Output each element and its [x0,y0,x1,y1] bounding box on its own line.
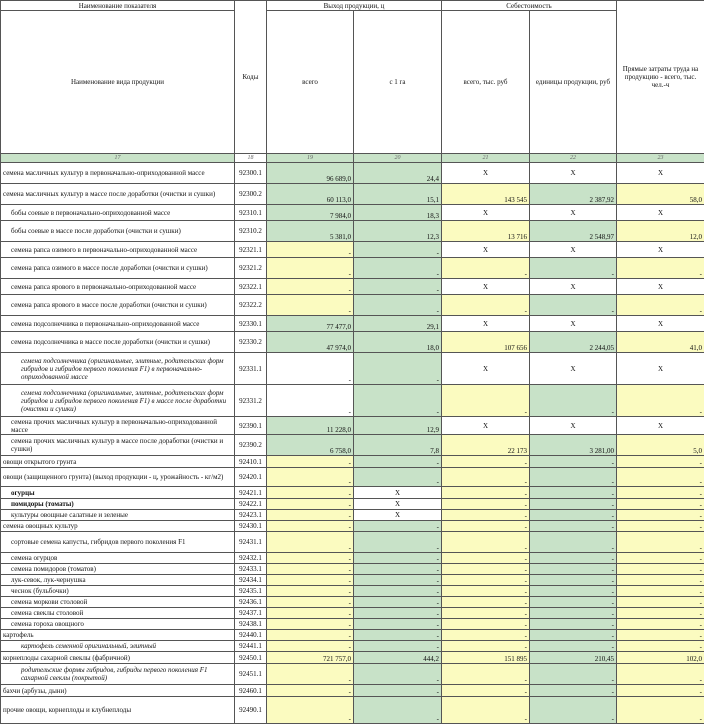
data-cell[interactable]: - [267,641,354,652]
data-cell[interactable]: 2 244,05 [530,332,617,353]
data-cell[interactable]: - [354,279,442,295]
data-cell[interactable]: - [354,641,442,652]
table-row [1,619,704,630]
data-cell[interactable]: 24,4 [354,163,442,184]
data-cell[interactable]: - [267,575,354,586]
data-cell[interactable]: - [617,295,704,316]
data-cell[interactable]: - [530,641,617,652]
col-number: 23 [617,154,704,163]
data-cell[interactable]: - [442,685,530,697]
row-code: 92438.1 [235,619,267,630]
table-row [1,456,704,468]
data-cell[interactable]: - [267,586,354,597]
data-cell[interactable]: - [267,619,354,630]
table-row [1,316,704,332]
data-cell[interactable]: - [267,295,354,316]
data-cell[interactable]: - [267,510,354,521]
data-cell[interactable]: - [530,575,617,586]
header-total: всего [267,11,354,154]
row-code: 92322.1 [235,279,267,295]
data-cell[interactable]: 102,0 [617,652,704,664]
row-name: сортовые семена капусты, гибридов первого поколения F1 [1,532,235,553]
data-cell[interactable]: X [617,417,704,435]
row-code: 92451.1 [235,664,267,685]
data-cell[interactable]: - [267,697,354,724]
data-cell[interactable]: - [354,664,442,685]
data-cell[interactable]: X [617,353,704,385]
data-cell[interactable]: 143 545 [442,184,530,205]
row-name: семена рапса ярового в первоначально-оприходованной массе [1,279,235,295]
row-name: семена рапса озимого в массе после доработки (очистки и сушки) [1,258,235,279]
data-cell[interactable]: - [354,685,442,697]
row-code: 92331.2 [235,385,267,417]
row-name: помидоры (томаты) [1,499,235,510]
row-name: бобы соевые в первоначально-оприходованной массе [1,205,235,221]
row-name: семена гороха овощного [1,619,235,630]
data-cell[interactable]: - [442,258,530,279]
row-code: 92300.2 [235,184,267,205]
table-row [1,564,704,575]
data-cell[interactable]: X [530,205,617,221]
row-code: 92390.2 [235,435,267,456]
row-name: семена подсолнечника (оригинальные, элитные, родительских форм гибридов и гибридов первого поколения F1) в первоначально-оприходованной массе [1,353,235,385]
data-cell[interactable]: - [354,258,442,279]
data-cell[interactable]: 12,3 [354,221,442,242]
data-cell[interactable]: 444,2 [354,652,442,664]
data-cell[interactable]: X [442,242,530,258]
table-row [1,184,704,205]
data-cell[interactable]: 96 689,0 [267,163,354,184]
data-cell[interactable]: - [354,619,442,630]
data-cell[interactable]: - [267,608,354,619]
data-cell[interactable]: - [617,499,704,510]
data-cell[interactable]: - [530,295,617,316]
data-cell[interactable]: - [617,553,704,564]
table-row [1,279,704,295]
data-cell[interactable]: 6 758,0 [267,435,354,456]
data-cell[interactable]: - [267,553,354,564]
data-cell[interactable]: X [617,163,704,184]
header-labor: Прямые затраты труда на продукцию - всего, тыс. чел.-ч [617,1,704,154]
data-cell[interactable]: - [617,597,704,608]
table-row [1,652,704,664]
data-cell[interactable]: - [530,385,617,417]
data-cell[interactable]: - [442,619,530,630]
data-cell[interactable]: - [354,553,442,564]
data-cell[interactable]: - [442,641,530,652]
data-cell[interactable]: - [617,532,704,553]
data-cell[interactable]: X [442,316,530,332]
row-code: 92310.1 [235,205,267,221]
row-name: прочие овощи, корнеплоды и клубнеплоды [1,697,235,724]
data-cell[interactable]: - [530,510,617,521]
data-cell[interactable]: X [530,163,617,184]
row-code: 92330.2 [235,332,267,353]
data-cell[interactable]: 22 173 [442,435,530,456]
data-cell[interactable]: - [617,258,704,279]
table-row [1,597,704,608]
data-cell[interactable]: - [354,575,442,586]
data-cell[interactable]: - [617,510,704,521]
data-cell[interactable]: - [442,295,530,316]
data-cell[interactable]: X [617,242,704,258]
data-cell[interactable]: - [617,456,704,468]
row-name: овощи открытого грунта [1,456,235,468]
data-cell[interactable]: X [442,417,530,435]
data-cell[interactable]: - [530,697,617,724]
data-cell[interactable]: - [354,456,442,468]
table-row [1,608,704,619]
row-code: 92421.1 [235,487,267,499]
data-cell[interactable]: - [442,456,530,468]
data-cell[interactable]: - [530,499,617,510]
data-cell[interactable]: 107 656 [442,332,530,353]
data-cell[interactable]: X [354,499,442,510]
data-cell[interactable]: 2 548,97 [530,221,617,242]
data-cell[interactable]: - [267,456,354,468]
row-code: 92490.1 [235,697,267,724]
row-code: 92422.1 [235,499,267,510]
data-cell[interactable]: - [354,697,442,724]
data-cell[interactable]: 3 281,00 [530,435,617,456]
table-row [1,521,704,532]
data-cell[interactable]: - [530,608,617,619]
data-cell[interactable]: 7 984,0 [267,205,354,221]
data-cell[interactable]: X [442,205,530,221]
table-row [1,553,704,564]
data-cell[interactable]: - [442,586,530,597]
row-name: картофель [1,630,235,641]
table-row [1,487,704,499]
data-cell[interactable]: - [354,630,442,641]
header-cost-group: Себестоимость [442,1,617,11]
row-name: лук-севок, лук-чернушка [1,575,235,586]
table-row [1,242,704,258]
col-number: 21 [442,154,530,163]
row-code: 92330.1 [235,316,267,332]
table-row [1,630,704,641]
row-code: 92450.1 [235,652,267,664]
data-cell[interactable]: - [442,597,530,608]
column-numbers-row [1,154,704,163]
data-cell[interactable]: 5 381,0 [267,221,354,242]
data-cell[interactable]: - [442,385,530,417]
data-cell[interactable]: - [530,456,617,468]
data-cell[interactable]: - [354,586,442,597]
col-number: 18 [235,154,267,163]
table-row [1,163,704,184]
data-cell[interactable]: - [442,630,530,641]
data-cell[interactable]: 18,0 [354,332,442,353]
table-row [1,532,704,553]
table-row [1,221,704,242]
row-name: семена помидоров (томатов) [1,564,235,575]
row-name: семена огурцов [1,553,235,564]
data-cell[interactable]: 151 895 [442,652,530,664]
data-cell[interactable]: - [267,630,354,641]
row-name: семена свеклы столовой [1,608,235,619]
data-cell[interactable]: X [530,353,617,385]
row-code: 92437.1 [235,608,267,619]
data-cell[interactable]: X [617,279,704,295]
col-number: 19 [267,154,354,163]
row-code: 92434.1 [235,575,267,586]
data-cell[interactable]: X [354,487,442,499]
header-output-group: Выход продукции, ц [267,1,442,11]
data-cell[interactable]: - [617,664,704,685]
data-cell[interactable]: 18,3 [354,205,442,221]
data-cell[interactable]: 721 757,0 [267,652,354,664]
data-cell[interactable]: - [617,586,704,597]
data-cell[interactable]: - [530,258,617,279]
data-cell[interactable]: - [442,564,530,575]
data-cell[interactable]: - [354,353,442,385]
data-cell[interactable]: - [354,295,442,316]
row-code: 92310.2 [235,221,267,242]
header-name: Наименование вида продукции [1,11,235,154]
row-code: 92321.2 [235,258,267,279]
col-number: 20 [354,154,442,163]
row-code: 92433.1 [235,564,267,575]
data-cell[interactable]: - [530,630,617,641]
row-name: семена рапса ярового в массе после доработки (очистки и сушки) [1,295,235,316]
row-code: 92420.1 [235,468,267,487]
header-per-ha: с 1 га [354,11,442,154]
data-cell[interactable]: - [267,532,354,553]
row-name: семена прочих масличных культур в массе после доработки (очистки и сушки) [1,435,235,456]
data-cell[interactable]: - [267,521,354,532]
header-cost-unit: единицы продукции, руб [530,11,617,154]
data-cell[interactable]: - [267,468,354,487]
data-cell[interactable]: - [617,685,704,697]
data-cell[interactable]: - [530,564,617,575]
data-cell[interactable]: X [617,205,704,221]
data-cell[interactable]: - [530,553,617,564]
data-cell[interactable]: - [442,575,530,586]
data-cell[interactable]: 13 716 [442,221,530,242]
data-cell[interactable]: - [442,664,530,685]
data-cell[interactable]: - [442,510,530,521]
data-cell[interactable]: - [617,564,704,575]
data-cell[interactable]: 77 477,0 [267,316,354,332]
data-cell[interactable]: - [617,468,704,487]
data-cell[interactable]: 12,0 [617,221,704,242]
data-cell[interactable]: - [267,258,354,279]
row-code: 92410.1 [235,456,267,468]
data-cell[interactable]: X [530,316,617,332]
row-code: 92300.1 [235,163,267,184]
data-cell[interactable]: - [530,597,617,608]
table-row [1,697,704,724]
data-cell[interactable]: - [354,608,442,619]
data-cell[interactable]: - [267,487,354,499]
row-name: чеснок (бульбочки) [1,586,235,597]
header-code: Коды [235,1,267,154]
data-cell[interactable]: - [617,575,704,586]
table-row [1,332,704,353]
data-cell[interactable]: 58,0 [617,184,704,205]
row-code: 92321.1 [235,242,267,258]
data-cell[interactable]: - [530,521,617,532]
row-name: родительские формы гибридов, гибриды первого поколения F1 сахарной свеклы (покрытой) [1,664,235,685]
data-cell[interactable]: - [617,608,704,619]
row-name: семена рапса озимого в первоначально-оприходованной массе [1,242,235,258]
data-cell[interactable]: - [267,685,354,697]
data-cell[interactable]: - [267,564,354,575]
data-cell[interactable]: - [267,353,354,385]
data-cell[interactable]: - [267,279,354,295]
table-row [1,641,704,652]
row-name: корнеплоды сахарной свеклы (фабричной) [1,652,235,664]
row-code: 92440.1 [235,630,267,641]
row-name: семена овощных культур [1,521,235,532]
header-cost-total: всего, тыс. руб [442,11,530,154]
data-cell[interactable]: X [617,316,704,332]
data-cell[interactable]: - [617,641,704,652]
data-cell[interactable]: - [354,597,442,608]
data-cell[interactable]: - [530,619,617,630]
data-cell[interactable]: - [267,499,354,510]
table-row [1,353,704,385]
data-cell[interactable]: 210,45 [530,652,617,664]
data-cell[interactable]: 11 228,0 [267,417,354,435]
row-code: 92430.1 [235,521,267,532]
data-cell[interactable]: - [354,385,442,417]
data-cell[interactable]: 12,9 [354,417,442,435]
data-cell[interactable]: - [442,499,530,510]
data-cell[interactable]: - [267,597,354,608]
row-code: 92331.1 [235,353,267,385]
row-name: семена моркови столовой [1,597,235,608]
data-cell[interactable]: X [442,353,530,385]
data-cell[interactable]: X [530,242,617,258]
data-cell[interactable]: 41,0 [617,332,704,353]
col-number: 22 [530,154,617,163]
data-cell[interactable]: - [267,385,354,417]
data-cell[interactable]: 47 974,0 [267,332,354,353]
data-cell[interactable]: - [617,385,704,417]
data-cell[interactable]: - [267,242,354,258]
data-cell[interactable]: - [530,664,617,685]
data-cell[interactable]: X [442,279,530,295]
data-cell[interactable]: 60 113,0 [267,184,354,205]
data-cell[interactable]: - [530,487,617,499]
data-cell[interactable]: 5,0 [617,435,704,456]
row-code: 92435.1 [235,586,267,597]
data-cell[interactable]: - [617,697,704,724]
data-cell[interactable]: - [442,697,530,724]
data-cell[interactable]: - [267,664,354,685]
data-cell[interactable]: 15,1 [354,184,442,205]
data-cell[interactable]: - [530,468,617,487]
table-row [1,499,704,510]
row-name: бобы соевые в массе после доработки (очистки и сушки) [1,221,235,242]
row-name: культуры овощные салатные и зеленые [1,510,235,521]
row-code: 92460.1 [235,685,267,697]
row-code: 92432.1 [235,553,267,564]
table-row [1,664,704,685]
data-cell[interactable]: 29,1 [354,316,442,332]
row-name: семена подсолнечника (оригинальные, элитные, родительских форм гибридов и гибридов первого поколения F1) в массе после доработки (очистки и сушки) [1,385,235,417]
data-cell[interactable]: - [617,619,704,630]
table-row [1,468,704,487]
data-cell[interactable]: - [530,586,617,597]
row-name: картофель семенной оригинальный, элитный [1,641,235,652]
row-code: 92436.1 [235,597,267,608]
data-cell[interactable]: - [530,532,617,553]
table-row [1,417,704,435]
data-cell[interactable]: - [442,521,530,532]
data-cell[interactable]: X [530,417,617,435]
row-name: овощи (защищенного грунта) (выход продукции - ц, урожайность - кг/м2) [1,468,235,487]
row-name: огурцы [1,487,235,499]
table-row [1,510,704,521]
table-row [1,435,704,456]
table-row [1,586,704,597]
row-name: бахчи (арбузы, дыни) [1,685,235,697]
data-cell[interactable]: - [354,242,442,258]
table-row [1,685,704,697]
data-cell[interactable]: X [442,163,530,184]
data-cell[interactable]: - [442,608,530,619]
data-cell[interactable]: X [530,279,617,295]
table-row [1,295,704,316]
data-cell[interactable]: - [530,685,617,697]
col-number: 17 [1,154,235,163]
row-code: 92322.2 [235,295,267,316]
table-row [1,385,704,417]
data-cell[interactable]: - [442,487,530,499]
row-code: 92431.1 [235,532,267,553]
row-code: 92390.1 [235,417,267,435]
header-name-group: Наименование показателя [1,1,235,11]
data-cell[interactable]: - [617,630,704,641]
row-name: семена масличных культур в первоначально-оприходованной массе [1,163,235,184]
row-name: семена прочих масличных культур в первоначально-оприходованной массе [1,417,235,435]
data-cell[interactable]: - [442,532,530,553]
row-code: 92441.1 [235,641,267,652]
data-cell[interactable]: - [442,553,530,564]
data-cell[interactable]: - [617,487,704,499]
table-row [1,205,704,221]
data-cell[interactable]: - [354,532,442,553]
data-cell[interactable]: - [617,521,704,532]
row-name: семена масличных культур в массе после доработки (очистки и сушки) [1,184,235,205]
data-cell[interactable]: 7,8 [354,435,442,456]
table-row [1,575,704,586]
row-code: 92423.1 [235,510,267,521]
data-cell[interactable]: - [354,468,442,487]
data-cell[interactable]: - [442,468,530,487]
data-cell[interactable]: X [354,510,442,521]
data-cell[interactable]: - [354,564,442,575]
data-cell[interactable]: - [354,521,442,532]
row-name: семена подсолнечника в первоначально-оприходованной массе [1,316,235,332]
row-name: семена подсолнечника в массе после доработки (очистки и сушки) [1,332,235,353]
data-cell[interactable]: 2 387,92 [530,184,617,205]
table-row [1,258,704,279]
